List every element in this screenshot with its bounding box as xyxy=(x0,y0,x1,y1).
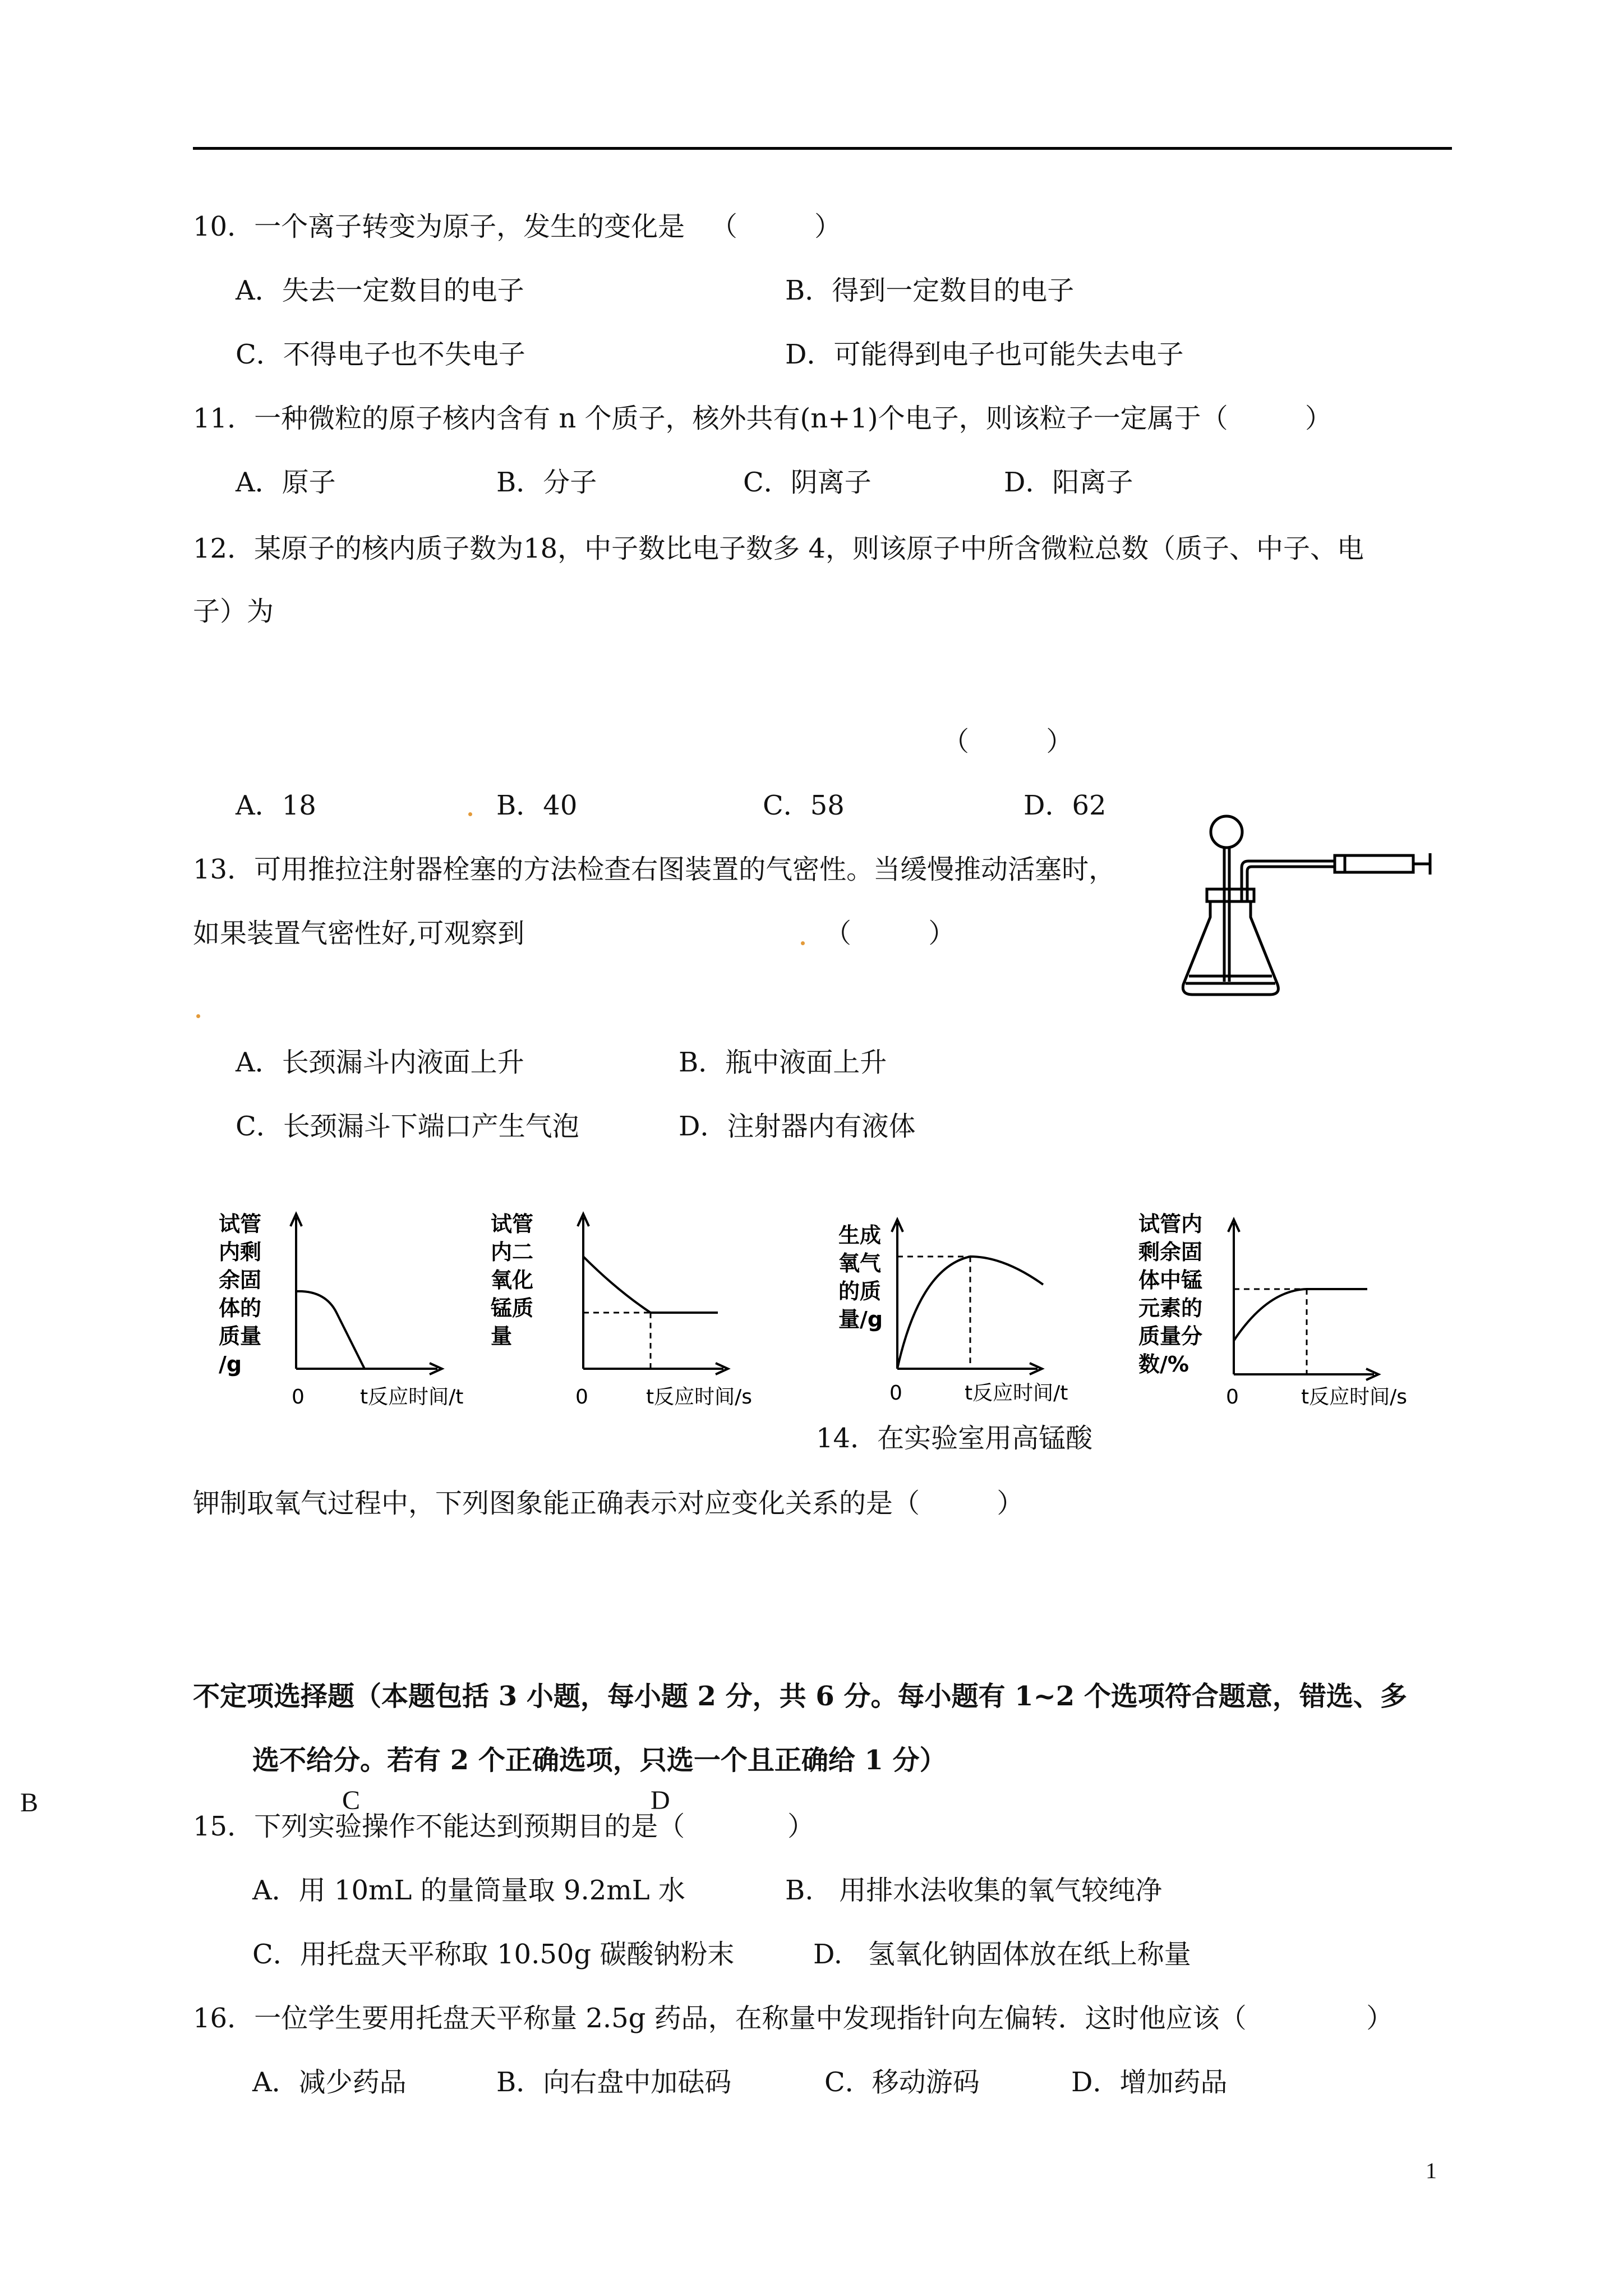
graph-4-curve xyxy=(1234,1289,1367,1341)
q10-option-b: B．得到一定数目的电子 xyxy=(785,275,1075,306)
q13-option-a: A．长颈漏斗内液面上升 xyxy=(236,1047,524,1078)
q11-option-d: D．阳离子 xyxy=(1004,467,1133,498)
svg-text:试管: 试管 xyxy=(491,1212,534,1236)
q16-option-a: A．减少药品 xyxy=(252,2067,407,2098)
graph-1-ylabel xyxy=(219,1212,261,1377)
q15-option-d: D. 氢氧化钠固体放在纸上称量 xyxy=(813,1939,1191,1970)
graph-3-origin: 0 xyxy=(889,1382,902,1405)
graph-4-origin: 0 xyxy=(1226,1386,1239,1409)
q12-option-c: C．58 xyxy=(763,790,845,821)
svg-text:量/g: 量/g xyxy=(838,1307,883,1332)
q12-stem-line2: 子）为 xyxy=(193,596,274,627)
graph-letter-b: B xyxy=(20,1788,39,1818)
q10-option-a: A．失去一定数目的电子 xyxy=(236,275,524,306)
section-heading-line1: 不定项选择题（本题包括 3 小题，每小题 2 分，共 6 分。每小题有 1~2 个选项符合题意，错选、多 xyxy=(193,1681,1407,1712)
graph-1 xyxy=(213,1206,505,1419)
q13-stem-line2: 如果装置气密性好,可观察到 xyxy=(193,918,525,949)
graph-2-curve xyxy=(583,1257,718,1313)
svg-text:试管: 试管 xyxy=(219,1212,262,1236)
graph-2-ylabel xyxy=(491,1212,533,1349)
svg-text:内二: 内二 xyxy=(491,1240,534,1264)
q15-option-b: B. 用排水法收集的氧气较纯净 xyxy=(785,1875,1163,1906)
q10-option-c: C．不得电子也不失电子 xyxy=(236,339,525,370)
q15-option-c: C．用托盘天平称取 10.50g 碳酸钠粉末 xyxy=(252,1939,735,1970)
q16-option-b: B．向右盘中加砝码 xyxy=(496,2067,732,2098)
graph-4-xlabel: t反应时间/s xyxy=(1301,1386,1408,1409)
svg-text:余固: 余固 xyxy=(219,1268,262,1292)
graph-3-xlabel: t反应时间/t xyxy=(965,1382,1068,1405)
graph-3 xyxy=(836,1206,1127,1419)
q12-answer-paren: （ ） xyxy=(942,726,1073,757)
q13-option-d: D．注射器内有液体 xyxy=(679,1111,916,1142)
q12-option-d: D．62 xyxy=(1023,790,1106,821)
svg-text:质量分: 质量分 xyxy=(1138,1324,1203,1349)
q13-answer-paren: （ ） xyxy=(824,918,956,949)
q13-stem-line1: 13．可用推拉注射器栓塞的方法检查右图装置的气密性。当缓慢推动活塞时， xyxy=(193,854,1116,885)
q12-option-b: B．40 xyxy=(496,790,578,821)
graph-1-origin: 0 xyxy=(292,1386,305,1409)
q11-stem: 11．一种微粒的原子核内含有 n 个质子，核外共有(n+1)个电子，则该粒子一定属于（ ） xyxy=(193,403,1332,434)
page-number: 1 xyxy=(1426,2158,1437,2183)
q15-stem: 15．下列实验操作不能达到预期目的是（ ） xyxy=(193,1811,815,1842)
svg-text:的质: 的质 xyxy=(838,1279,882,1304)
stray-dot xyxy=(801,941,805,945)
q11-option-c: C．阴离子 xyxy=(743,467,872,498)
q14-stem-line2: 钾制取氧气过程中，下列图象能正确表示对应变化关系的是（ ） xyxy=(193,1488,1024,1519)
svg-text:质量: 质量 xyxy=(219,1324,262,1349)
svg-text:体中锰: 体中锰 xyxy=(1138,1268,1203,1292)
svg-text:氧气: 氧气 xyxy=(838,1251,882,1276)
svg-text:试管内: 试管内 xyxy=(1138,1212,1203,1236)
q12-option-a: A．18 xyxy=(236,790,316,821)
svg-text:锰质: 锰质 xyxy=(491,1296,534,1320)
q13-option-b: B．瓶中液面上升 xyxy=(679,1047,887,1078)
graph-2-origin: 0 xyxy=(575,1386,588,1409)
stray-dot xyxy=(468,812,472,816)
q12-stem-line1: 12．某原子的核内质子数为18，中子数比电子数多 4，则该原子中所含微粒总数（质子、中子、电 xyxy=(193,533,1364,564)
graph-2-xlabel: t反应时间/s xyxy=(646,1386,753,1409)
graph-1-xlabel: t反应时间/t xyxy=(360,1386,464,1409)
svg-text:量: 量 xyxy=(491,1324,513,1349)
q13-option-c: C．长颈漏斗下端口产生气泡 xyxy=(236,1111,579,1142)
svg-text:元素的: 元素的 xyxy=(1138,1296,1203,1320)
q10-stem: 10．一个离子转变为原子，发生的变化是 （ ） xyxy=(193,211,842,242)
svg-text:/g: /g xyxy=(219,1352,242,1377)
svg-text:氧化: 氧化 xyxy=(491,1268,534,1292)
graph-3-ylabel xyxy=(838,1223,883,1332)
section-heading-line2: 选不给分。若有 2 个正确选项，只选一个且正确给 1 分） xyxy=(252,1745,947,1776)
graph-1-curve xyxy=(296,1291,365,1369)
q11-option-a: A．原子 xyxy=(236,467,336,498)
svg-text:剩余固: 剩余固 xyxy=(1138,1240,1203,1264)
apparatus-figure xyxy=(1166,805,1441,1007)
graph-letter-d: D xyxy=(651,1786,670,1815)
svg-text:生成: 生成 xyxy=(838,1223,882,1248)
q16-option-c: C．移动游码 xyxy=(824,2067,980,2098)
svg-text:体的: 体的 xyxy=(219,1296,262,1320)
stray-dot xyxy=(196,1014,200,1018)
q15-option-a: A．用 10mL 的量筒量取 9.2mL 水 xyxy=(252,1875,685,1906)
svg-text:内剩: 内剩 xyxy=(219,1240,262,1264)
graph-4-ylabel xyxy=(1138,1212,1202,1377)
q11-option-b: B．分子 xyxy=(496,467,597,498)
graph-4 xyxy=(1133,1206,1447,1419)
q16-option-d: D．增加药品 xyxy=(1071,2067,1228,2098)
graph-2 xyxy=(488,1206,780,1419)
svg-text:数/%: 数/% xyxy=(1138,1352,1189,1377)
q10-option-d: D．可能得到电子也可能失去电子 xyxy=(785,339,1184,370)
header-rule xyxy=(193,147,1452,150)
graph-letter-c: C xyxy=(342,1786,361,1815)
q16-stem: 16．一位学生要用托盘天平称量 2.5g 药品，在称量中发现指针向左偏转．这时他应该（ ） xyxy=(193,2003,1394,2034)
q14-stem-line1: 14．在实验室用高锰酸 xyxy=(816,1423,1093,1454)
